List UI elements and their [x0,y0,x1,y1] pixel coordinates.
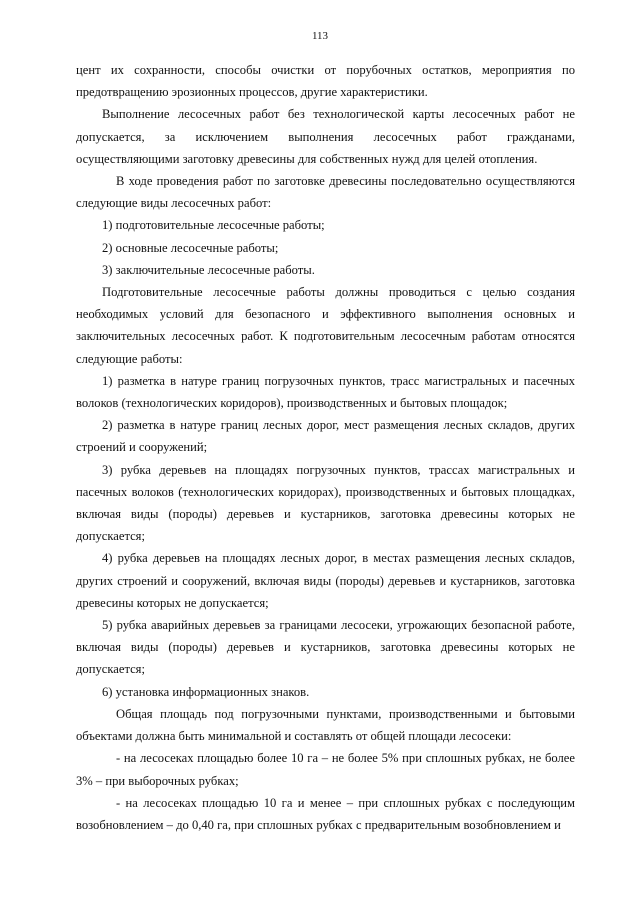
list-item-area-10ha-or-less: - на лесосеках площадью 10 га и менее – при сплошных рубках с последующим возобновлением – до 0,40 га, при сплошных рубках с предварительным возобновлением и [76,795,575,832]
list-item-information-signs: 6) установка информационных знаков. [102,684,310,699]
page-number: 113 [311,30,329,42]
paragraph-technological-map: Выполнение лесосечных работ без технологической карты лесосечных работ не допускается, за исключением выполнения лесосечных работ гражданами, осуществляющими заготовку древесины для собственных нужд для целей отопления. [76,107,575,166]
list-item-felling-forest-roads: 4) рубка деревьев на площадях лесных дорог, в местах размещения лесных складов, других строений и сооружений, включая виды (породы) деревьев и кустарников, заготовка древесины которых не допускается; [76,551,575,610]
list-item-final: 3) заключительные лесосечные работы. [102,262,315,277]
paragraph-continuation: цент их сохранности, способы очистки от порубочных остатков, мероприятия по предотвращению эрозионных процессов, другие характеристики. [76,63,575,100]
list-item-main: 2) основные лесосечные работы; [102,240,279,255]
paragraph-work-types-intro: В ходе проведения работ по заготовке древесины последовательно осуществляются следующие виды лесосечных работ: [76,174,575,211]
paragraph-preparatory-works: Подготовительные лесосечные работы должны проводиться с целью создания необходимых условий для безопасного и эффективного выполнения основных и заключительных лесосечных работ. К подготовительным лесосечным работам относятся следующие работы: [76,285,575,366]
list-item-area-over-10ha: - на лесосеках площадью более 10 га – не более 5% при сплошных рубках, не более 3% – при выборочных рубках; [76,751,575,788]
list-item-preparatory: 1) подготовительные лесосечные работы; [102,218,325,233]
list-item-felling-emergency-trees: 5) рубка аварийных деревьев за границами лесосеки, угрожающих безопасной работе, включая виды (породы) деревьев и кустарников, заготовка древесины которых не допускается; [76,618,575,677]
paragraph-total-area: Общая площадь под погрузочными пунктами, производственными и бытовыми объектами должна быть минимальной и составлять от общей площади лесосеки: [76,706,575,744]
list-item-marking-forest-roads: 2) разметка в натуре границ лесных дорог, мест размещения лесных складов, других строений и сооружений; [76,418,575,455]
list-item-felling-loading-points: 3) рубка деревьев на площадях погрузочных пунктов, трассах магистральных и пасечных волоков (технологических коридорах), производственных и бытовых площадках, включая виды (породы) деревьев и кустарников, заготовка древесины которых не допускается; [76,462,575,544]
list-item-marking-loading-points: 1) разметка в натуре границ погрузочных пунктов, трасс магистральных и пасечных волоков (технологических коридоров), производственных и бытовых площадок; [76,373,575,411]
document-body [76,59,575,836]
